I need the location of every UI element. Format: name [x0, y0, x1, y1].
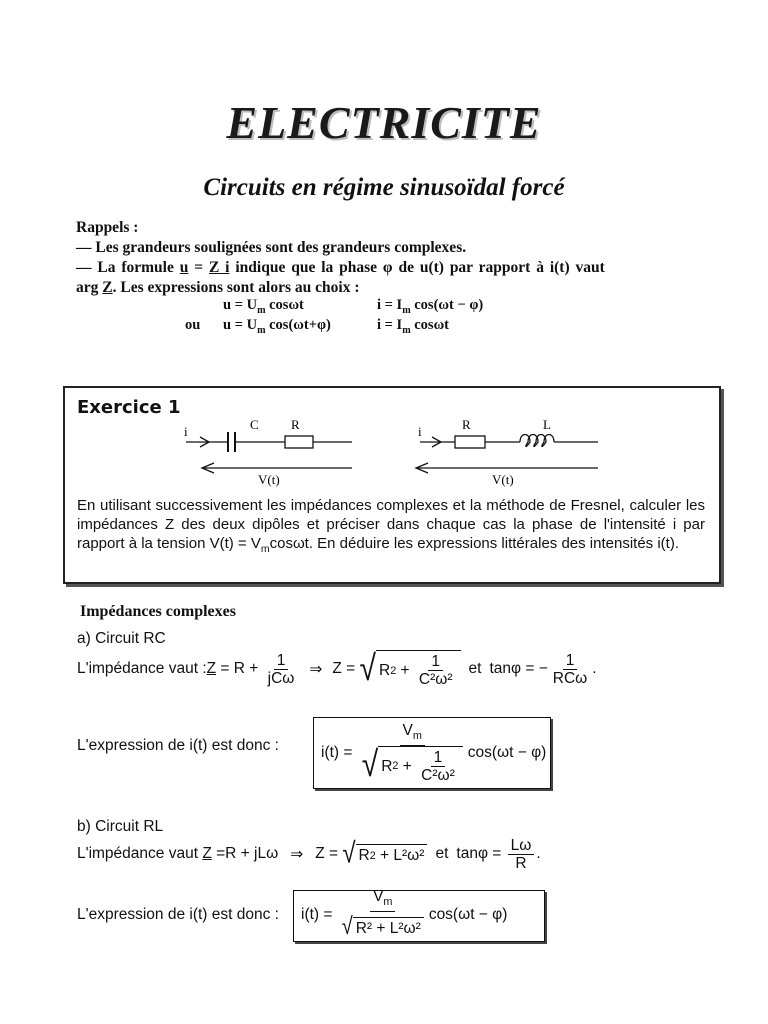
u-underlined: u — [179, 259, 189, 276]
text: . — [592, 660, 597, 677]
text: + — [398, 758, 417, 776]
rappels-line-2 — [76, 258, 736, 278]
exercise-statement — [77, 496, 705, 559]
rappels-line-1: — Les grandeurs soulignées sont des grandeurs complexes. — [76, 239, 467, 256]
text: et — [468, 660, 482, 677]
z-underlined: Z — [206, 660, 217, 677]
rl-impedance-line — [77, 834, 541, 874]
circuit-rl-voltage-label: V(t) — [492, 472, 514, 487]
numerator: 1 — [428, 653, 443, 671]
text: m — [260, 543, 270, 555]
rc-current-expression — [321, 722, 546, 784]
text: cosωt. En déduire les expressions littérales des intensités i(t). — [269, 535, 680, 552]
sqrt-argument — [376, 650, 461, 688]
text: et — [435, 845, 449, 862]
denominator: jCω — [267, 669, 295, 687]
text: + L²ω² — [375, 846, 425, 864]
sqrt-icon: √ — [341, 913, 353, 941]
rc-expression-label: L'expression de i(t) est donc : — [77, 737, 279, 754]
rappels-heading: Rappels : — [76, 219, 139, 236]
text: u = U — [223, 317, 258, 333]
text: . — [536, 845, 541, 862]
fraction-vm-over-sqrt — [359, 722, 466, 784]
numerator: Lω — [508, 837, 535, 855]
solution-heading: Impédances complexes — [80, 603, 236, 620]
equation-2-right — [377, 317, 449, 336]
text: R — [378, 661, 391, 679]
fraction-vm-over-sqrt — [339, 888, 427, 942]
exercise-label: Exercice 1 — [77, 397, 181, 418]
numerator: 1 — [431, 749, 446, 767]
text: u = U — [223, 297, 258, 313]
text: R — [358, 846, 370, 864]
rc-circuit-label: a) Circuit RC — [77, 630, 166, 647]
text: arg — [76, 279, 103, 296]
text: m — [412, 730, 422, 743]
inductor-symbol — [520, 435, 554, 447]
fraction-1-over-c2w2 — [418, 749, 458, 784]
text: indique que la phase φ de u(t) par rapport à i(t) vaut — [229, 259, 605, 276]
circuit-rc-current-label: i — [184, 424, 188, 439]
fraction-1-over-jcw — [265, 652, 298, 687]
sqrt-argument — [356, 844, 428, 865]
fraction-1-over-c2w2 — [416, 653, 456, 688]
equation-2-left — [223, 317, 331, 336]
rl-current-expression — [301, 887, 508, 941]
page-title: ELECTRICITE — [226, 97, 542, 148]
text: =R + jLω — [211, 845, 279, 862]
fraction-1-over-rcw — [550, 652, 591, 687]
text: i = I — [377, 317, 403, 333]
text: cos(ωt − φ) — [410, 297, 484, 313]
resistor-label: R — [462, 417, 471, 432]
i-underlined: i — [219, 259, 230, 276]
text: cos(ωt − φ) — [467, 744, 547, 761]
text: tanφ = — [456, 845, 506, 862]
sqrt-denominator — [362, 746, 463, 784]
sqrt-icon: √ — [342, 837, 356, 870]
implies-icon: ⇒ — [309, 660, 323, 678]
text: m — [402, 304, 411, 316]
text: . Les expressions sont alors au choix : — [112, 279, 360, 296]
rc-impedance-line — [77, 648, 597, 690]
sqrt-icon: √ — [361, 744, 379, 785]
sqrt-icon: √ — [359, 648, 376, 689]
denominator: RCω — [552, 669, 588, 687]
text: m — [257, 304, 266, 316]
sqrt-rl — [342, 839, 427, 869]
text: 2 — [392, 760, 399, 773]
circuit-rl-current-label: i — [418, 424, 422, 439]
inductor-label: L — [543, 417, 551, 432]
fraction-lw-over-r — [508, 837, 535, 872]
text: = R + — [216, 660, 263, 677]
resistor-label: R — [291, 417, 300, 432]
sqrt-denominator — [342, 912, 424, 942]
z-underlined: Z — [202, 845, 212, 862]
text: 2 — [369, 849, 376, 862]
text: cosωt — [265, 297, 304, 313]
sqrt-rc — [360, 650, 461, 688]
text: m — [402, 324, 411, 336]
rappels-line-3 — [76, 278, 736, 298]
numerator: 1 — [274, 652, 289, 670]
text: i(t) = — [321, 744, 357, 761]
text: Z = — [332, 660, 360, 677]
text: Z = — [315, 845, 343, 862]
text: = — [188, 259, 209, 276]
text: cosωt — [410, 317, 450, 333]
denominator: C²ω² — [418, 671, 453, 688]
equation-1-left — [223, 297, 304, 316]
denominator: R — [515, 854, 527, 872]
text: m — [257, 324, 266, 336]
text: — La formule — [76, 259, 180, 276]
implies-icon: ⇒ — [290, 845, 304, 863]
text: i = I — [377, 297, 403, 313]
or-label: ou — [185, 317, 201, 333]
rl-expression-label: L'expression de i(t) est donc : — [77, 906, 279, 923]
text: 2 — [390, 664, 397, 677]
circuit-rc — [184, 417, 352, 487]
z-underlined: Z — [208, 259, 220, 276]
text: + — [396, 661, 414, 679]
circuit-rl — [416, 417, 598, 487]
z-underlined: Z — [102, 279, 113, 296]
text: V — [373, 887, 384, 905]
rl-circuit-label: b) Circuit RL — [77, 818, 164, 835]
numerator: 1 — [563, 652, 578, 670]
page-subtitle: Circuits en régime sinusoïdal forcé — [203, 174, 565, 201]
text: m — [383, 896, 393, 909]
rappels-section — [76, 218, 736, 298]
resistor-symbol — [455, 436, 485, 448]
denominator: C²ω² — [421, 767, 455, 785]
circuit-rc-voltage-label: V(t) — [258, 472, 280, 487]
sqrt-argument — [378, 746, 463, 784]
text: cos(ωt − φ) — [428, 906, 508, 923]
equation-1-right — [377, 297, 483, 316]
capacitor-label: C — [250, 417, 259, 432]
text: i(t) = — [301, 906, 337, 923]
text: R — [381, 758, 393, 776]
text: tanφ = − — [489, 660, 548, 677]
sqrt-argument: R² + L²ω² — [353, 917, 424, 937]
text: L'impédance vaut : — [77, 660, 207, 677]
circuit-diagrams — [180, 412, 620, 488]
text: En utilisant successivement les impédances complexes et la méthode de Fresnel, calculer les impédances Z des deux dipôles et préciser dans chaque cas la phase de l'intensité i par rapport à la tension V(t) = V — [77, 497, 705, 552]
text: L'impédance vaut — [77, 845, 203, 862]
text: cos(ωt+φ) — [265, 317, 331, 333]
text: V — [402, 721, 413, 739]
resistor-symbol — [285, 436, 313, 448]
